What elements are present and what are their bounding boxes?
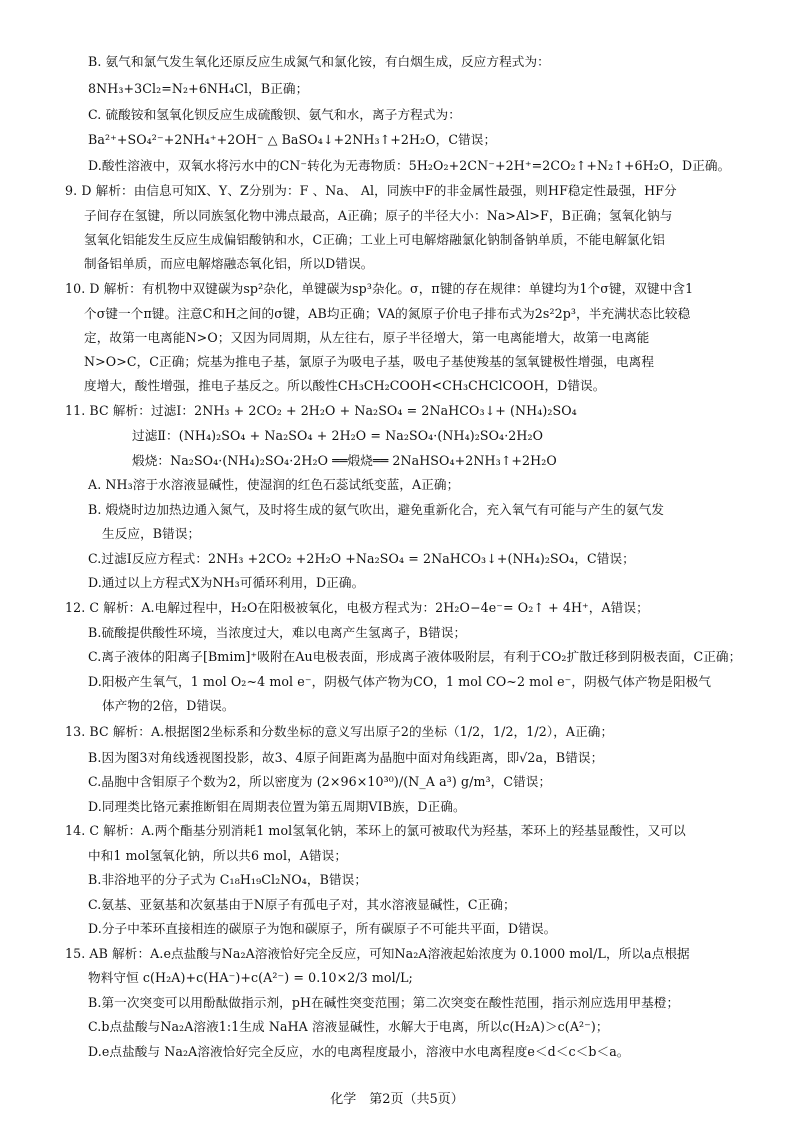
text-line: C. 硫酸铵和氢氧化钡反应生成硫酸钡、氨气和水，离子方程式为： bbox=[88, 107, 461, 122]
text-line: 14. C 解析：A.两个酯基分别消耗1 mol氢氧化钠，苯环上的氯可被取代为羟基，苯环上的羟基显酸性，又可以 bbox=[65, 823, 686, 838]
text-line: C.氨基、亚氨基和次氨基由于N原子有孤电子对，其水溶液显碱性，C正确； bbox=[88, 897, 516, 912]
text-line: C.b点盐酸与Na₂A溶液1:1生成 NaHA 溶液显碱性，水解大于电离，所以c(H₂A)＞c(A²⁻)； bbox=[88, 1019, 609, 1034]
text-line: D.阳极产生氧气，1 mol O₂~4 mol e⁻，阴极气体产物为CO，1 mol CO~2 mol e⁻，阴极气体产物是阳极气 bbox=[88, 674, 712, 689]
text-line: Ba²⁺+SO₄²⁻+2NH₄⁺+2OH⁻ △ BaSO₄↓+2NH₃↑+2H₂O，C错误； bbox=[88, 132, 497, 147]
text-line: D.同理类比铬元素推断钼在周期表位置为第五周期VIB族，D正确。 bbox=[88, 799, 466, 814]
text-line: B. 氨气和氯气发生氧化还原反应生成氮气和氯化铵，有白烟生成，反应方程式为： bbox=[88, 54, 550, 69]
text-line: 物料守恒 c(H₂A)+c(HA⁻)+c(A²⁻) = 0.10×2/3 mol/L; bbox=[88, 970, 413, 985]
text-line: 13. BC 解析：A.根据图2坐标系和分数坐标的意义写出原子2的坐标（1/2，1/2，1/2），A正确； bbox=[65, 724, 614, 739]
text-line: 个σ键一个π键。注意C和H之间的σ键，AB均正确；VA的氮原子价电子排布式为2s²2p³，半充满状态比较稳 bbox=[84, 306, 691, 321]
text-line: 生反应，B错误； bbox=[102, 526, 201, 541]
text-line: B.因为图3对角线透视图投影，故3、4原子间距离为晶胞中面对角线距离，即√2a，B错误； bbox=[88, 750, 604, 765]
text-line: 9. D 解析：由信息可知X、Y、Z分别为：F 、Na、 Al，同族中F的非金属性最强，则HF稳定性最强，HF分 bbox=[65, 183, 677, 198]
text-line: C.晶胞中含钼原子个数为2，所以密度为 (2×96×10³⁰)/(N_A a³) g/m³，C错误； bbox=[88, 774, 552, 789]
text-line: 15. AB 解析：A.e点盐酸与Na₂A溶液恰好完全反应，可知Na₂A溶液起始浓度为 0.1000 mol/L，所以a点根据 bbox=[65, 946, 690, 961]
text-line: 定，故第一电离能N>O；又因为同周期，从左往右，原子半径增大，第一电离能增大，故第一电离能 bbox=[84, 330, 650, 345]
page-footer: 化学 第2页（共5页） bbox=[330, 1092, 464, 1107]
text-line: 体产物的2倍，D错误。 bbox=[102, 698, 235, 713]
text-line: D.酸性溶液中，双氧水将污水中的CN⁻转化为无毒物质：5H₂O₂+2CN⁻+2H⁺=2CO₂↑+N₂↑+6H₂O，D正确。 bbox=[88, 158, 731, 173]
text-line: B.第一次突变可以用酚酞做指示剂，pH在碱性突变范围；第二次突变在酸性范围，指示剂应选用甲基橙； bbox=[88, 995, 680, 1010]
text-line: B.硫酸提供酸性环境，当浓度过大，难以电离产生氢离子，B错误； bbox=[88, 625, 467, 640]
text-line: 11. BC 解析：过滤Ⅰ：2NH₃ + 2CO₂ + 2H₂O + Na₂SO₄ = 2NaHCO₃↓+ (NH₄)₂SO₄ bbox=[65, 403, 577, 418]
text-line: D.分子中苯环直接相连的碳原子为饱和碳原子，所有碳原子不可能共平面，D错误。 bbox=[88, 921, 557, 936]
text-line: 中和1 mol氢氧化钠，所以共6 mol，A错误； bbox=[88, 848, 348, 863]
text-line: 煅烧：Na₂SO₄·(NH₄)₂SO₄·2H₂O ══煅烧══ 2NaHSO₄+2NH₃↑+2H₂O bbox=[132, 453, 557, 468]
text-line: 过滤Ⅱ：(NH₄)₂SO₄ + Na₂SO₄ + 2H₂O = Na₂SO₄·(NH₄)₂SO₄·2H₂O bbox=[132, 428, 544, 443]
text-line: D.e点盐酸与 Na₂A溶液恰好完全反应，水的电离程度最小，溶液中水电离程度e＜d＜c＜b＜a。 bbox=[88, 1044, 630, 1059]
text-line: D.通过以上方程式X为NH₃可循环利用，D正确。 bbox=[88, 575, 365, 590]
text-line: 制备铝单质，而应电解熔融态氧化铝，所以D错误。 bbox=[84, 256, 374, 271]
text-line: C.过滤Ⅰ反应方程式：2NH₃ +2CO₂ +2H₂O +Na₂SO₄ = 2NaHCO₃↓+(NH₄)₂SO₄，C错误； bbox=[88, 551, 635, 566]
text-line: 10. D 解析：有机物中双键碳为sp²杂化，单键碳为sp³杂化。σ，π键的存在规律：单键均为1个σ键，双键中含1 bbox=[65, 281, 694, 296]
text-line: A. NH₃溶于水溶液显碱性，使湿润的红色石蕊试纸变蓝，A正确； bbox=[88, 477, 460, 492]
text-line: 12. C 解析：A.电解过程中，H₂O在阳极被氧化，电极方程式为：2H₂O−4e⁻= O₂↑ + 4H⁺，A错误； bbox=[65, 600, 649, 615]
text-line: B.非浴地平的分子式为 C₁₈H₁₉Cl₂NO₄，B错误； bbox=[88, 872, 368, 887]
text-line: 子间存在氢键，所以同族氢化物中沸点最高，A正确；原子的半径大小：Na>Al>F，B正确；氢氧化钠与 bbox=[84, 208, 673, 223]
text-line: N>O>C，C正确；烷基为推电子基，氯原子为吸电子基，吸电子基使羧基的氢氧键极性增强，电离程 bbox=[84, 354, 655, 369]
text-line: 8NH₃+3Cl₂=N₂+6NH₄Cl，B正确； bbox=[88, 81, 309, 96]
text-line: B. 煅烧时边加热边通入氮气，及时将生成的氨气吹出，避免重新化合，充入氧气有可能与产生的氨气发 bbox=[88, 502, 665, 517]
text-line: C.离子液体的阳离子[Bmim]⁺吸附在Au电极表面，形成离子液体吸附层，有利于CO₂扩散迁移到阴极表面，C正确； bbox=[88, 649, 742, 664]
text-line: 度增大，酸性增强，推电子基反之。所以酸性CH₃CH₂COOH<CH₃CHClCOOH，D错误。 bbox=[84, 378, 606, 393]
text-line: 氢氧化铝能发生反应生成偏铝酸钠和水，C正确；工业上可电解熔融氯化钠制备钠单质，不能电解氯化铝 bbox=[84, 232, 665, 247]
